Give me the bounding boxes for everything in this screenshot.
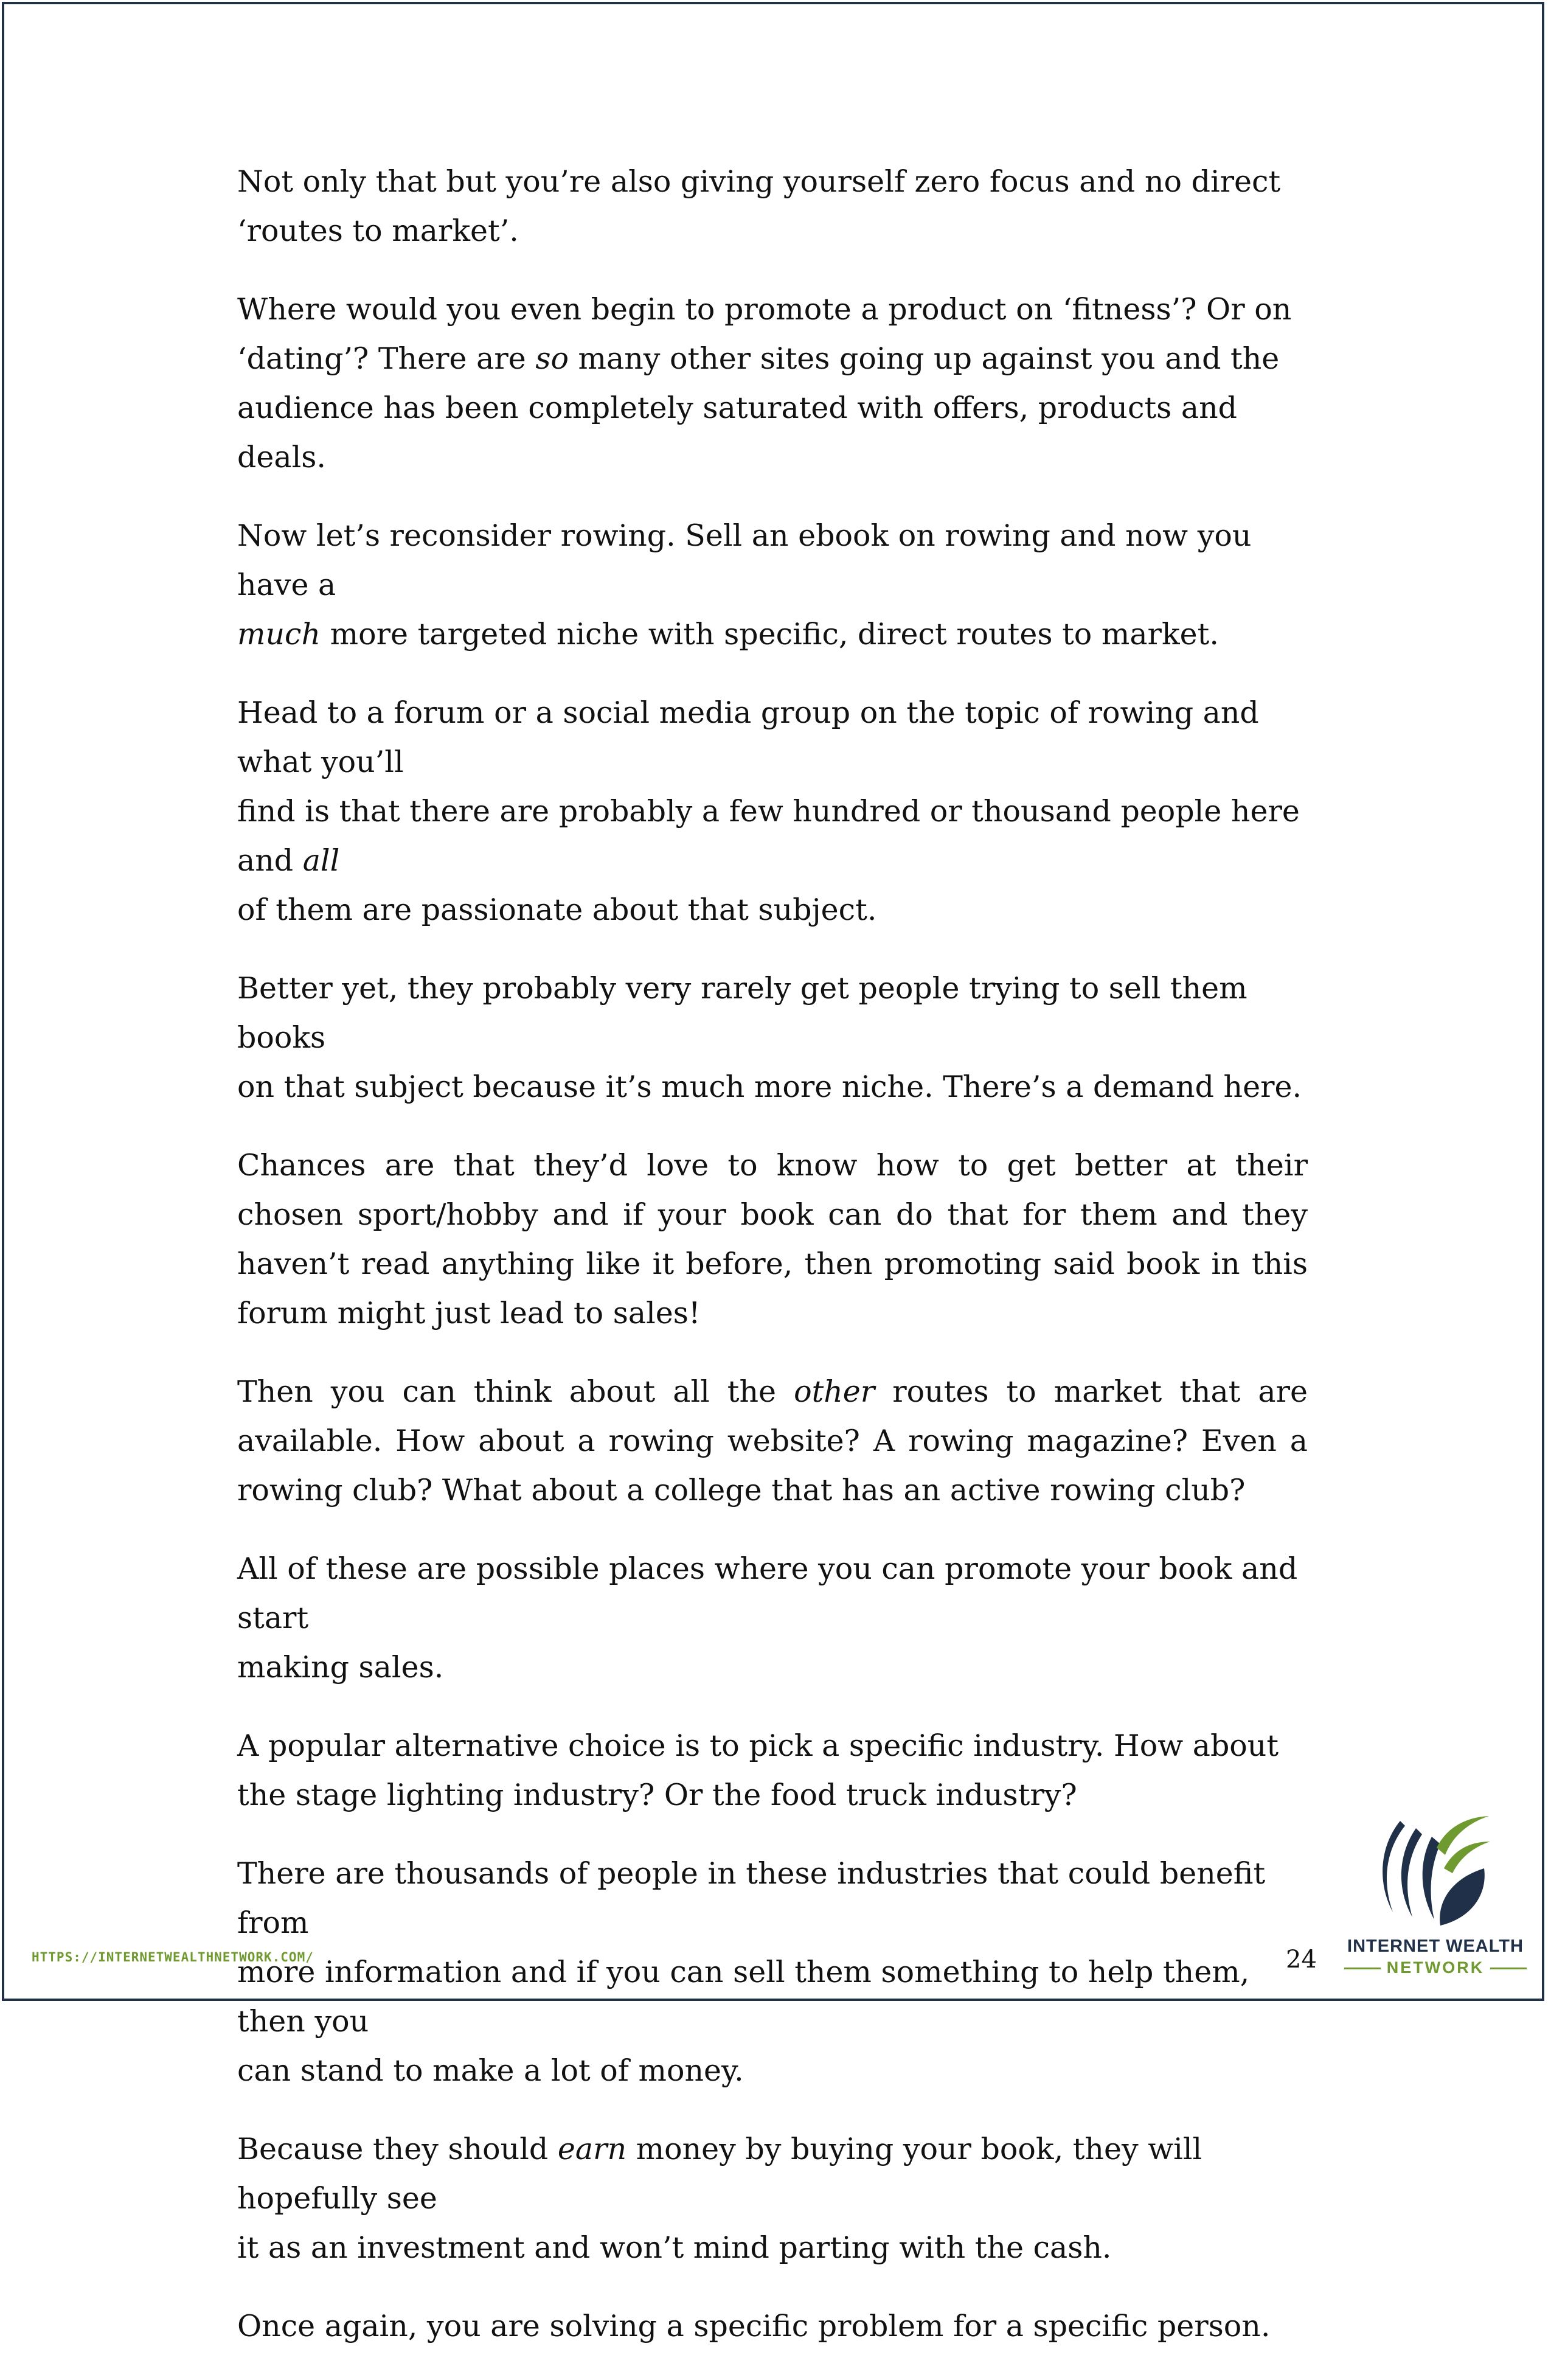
logo-text-line2 <box>1332 1958 1539 1977</box>
page-number: 24 <box>1286 1946 1317 1974</box>
logo-network-label: NETWORK <box>1386 1958 1485 1977</box>
paragraph-text: Not only that but you’re also giving yourself zero focus and no direct ‘routes to market’. <box>237 164 1281 248</box>
paragraph-10 <box>237 1849 1308 2095</box>
paragraph-text: Chances are that they’d love to know how to get better at their chosen sport/hobby and if your book can do that for them and they haven’t read anything like it before, then promoting said book in this forum might just lead to sales! <box>237 1148 1308 1331</box>
paragraph-11 <box>237 2124 1308 2272</box>
paragraph-5 <box>237 964 1308 1112</box>
paragraph-12 <box>237 2302 1308 2351</box>
paragraph-1 <box>237 157 1308 256</box>
paragraph-text: more targeted niche with specific, direct routes to market. <box>321 617 1219 652</box>
emphasis-text: earn <box>557 2132 627 2166</box>
paragraph-text: money by buying your book, they will hopefully see it as an investment and won’t mind parting with the cash. <box>237 2132 1202 2265</box>
paragraph-3 <box>237 511 1308 659</box>
emphasis-text: other <box>794 1374 875 1409</box>
paragraph-text: routes to market that are available. How about a rowing website? A rowing magazine? Even a rowing club? What about a college that has an active rowing club? <box>237 1374 1308 1508</box>
body-text <box>237 157 1308 2380</box>
paragraph-text: All of these are possible places where you can promote your book and start making sales. <box>237 1551 1298 1685</box>
paragraph-text: Where would you even begin to promote a product on ‘fitness’? Or on ‘dating’? There are <box>237 292 1292 376</box>
paragraph-text: Because they should <box>237 2132 558 2166</box>
paragraph-4 <box>237 688 1308 934</box>
internet-wealth-network-logo <box>1332 1810 1539 1992</box>
paragraph-text: Better yet, they probably very rarely get people trying to sell them books on that subject because it’s much more niche. There’s a demand here. <box>237 971 1302 1104</box>
footer-url[interactable]: HTTPS://INTERNETWEALTHNETWORK.COM/ <box>32 1950 314 1964</box>
paragraph-text: There are thousands of people in these industries that could benefit from more information and if you can sell them something to help them, then you can stand to make a lot of money. <box>237 1856 1266 2088</box>
logo-dash-right <box>1490 1968 1527 1969</box>
paragraph-text: of them are passionate about that subject. <box>237 892 877 927</box>
logo-dash-left <box>1344 1968 1381 1969</box>
paragraph-2 <box>237 285 1308 482</box>
paragraph-text: A popular alternative choice is to pick a specific industry. How about the stage lighting industry? Or the food truck industry? <box>237 1728 1279 1812</box>
logo-swoosh-icon <box>1369 1810 1502 1938</box>
logo-text-line1: INTERNET WEALTH <box>1347 1936 1524 1956</box>
paragraph-text: Then you can think about all the <box>237 1374 794 1409</box>
paragraph-text: Now let’s reconsider rowing. Sell an ebook on rowing and now you have a <box>237 518 1252 602</box>
paragraph-text: Once again, you are solving a specific problem for a specific person. <box>237 2309 1271 2343</box>
paragraph-text: many other sites going up against you and the audience has been completely saturated with offers, products and deals. <box>237 341 1280 475</box>
paragraph-9 <box>237 1721 1308 1820</box>
paragraph-8 <box>237 1544 1308 1692</box>
emphasis-text: much <box>237 617 321 652</box>
emphasis-text: so <box>535 341 569 376</box>
paragraph-7 <box>237 1367 1308 1515</box>
paragraph-text: Head to a forum or a social media group on the topic of rowing and what you’ll find is that there are probably a few hundred or thousand people here and <box>237 695 1300 878</box>
paragraph-6 <box>237 1141 1308 1338</box>
emphasis-text: all <box>302 843 340 878</box>
